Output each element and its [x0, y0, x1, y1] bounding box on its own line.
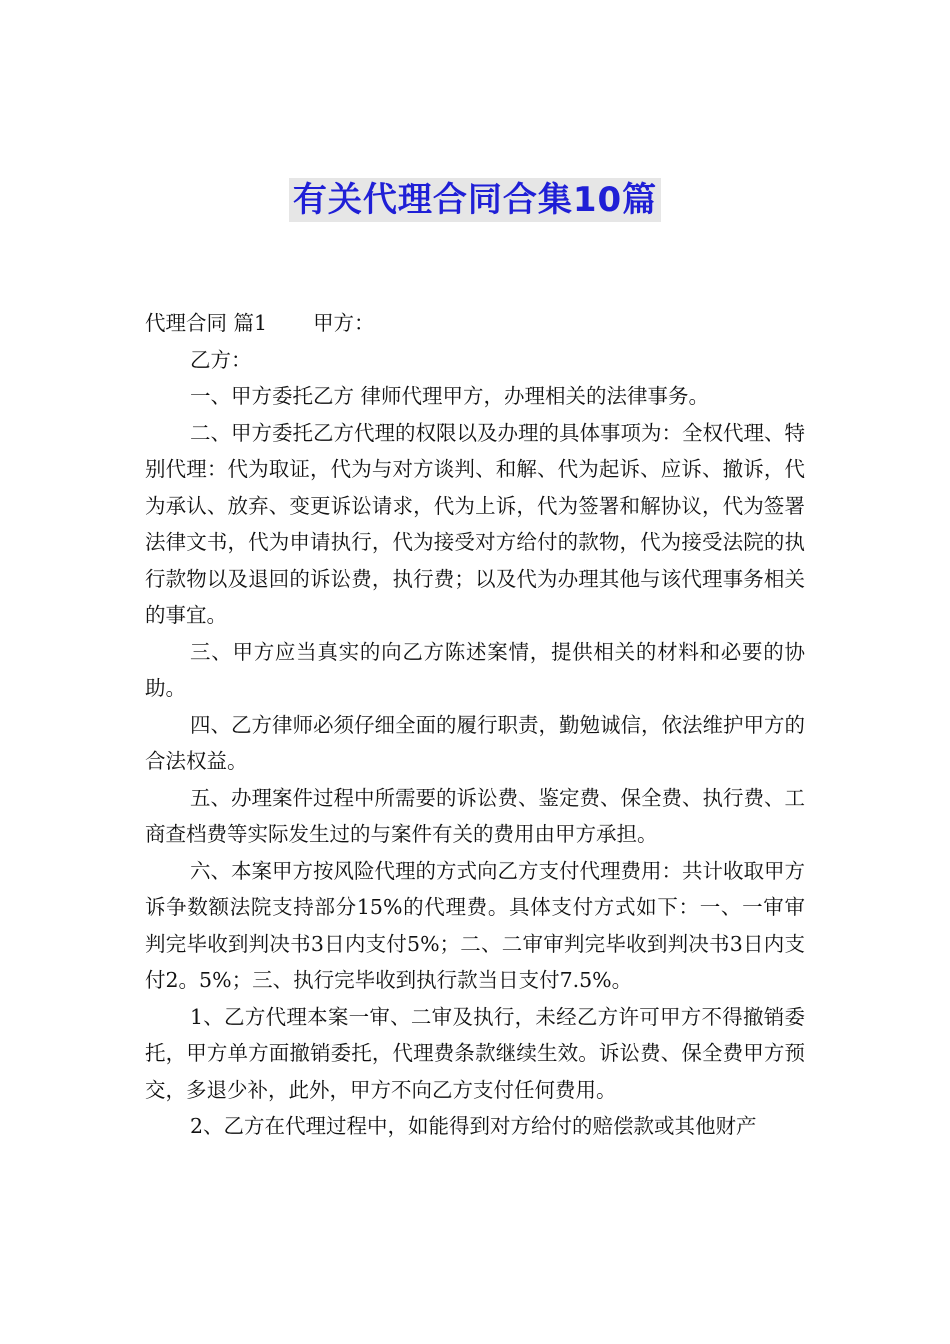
title-container — [0, 178, 950, 222]
paragraph-4: 四、乙方律师必须仔细全面的履行职责，勤勉诚信，依法维护甲方的合法权益。 — [145, 712, 805, 773]
paragraph-8: 2、乙方在代理过程中，如能得到对方给付的赔偿款或其他财产 — [190, 1114, 757, 1138]
paragraph-1: 一、甲方委托乙方 律师代理甲方，办理相关的法律事务。 — [190, 384, 710, 408]
party-a-label: 甲方： — [313, 311, 375, 335]
paragraph-3: 三、甲方应当真实的向乙方陈述案情，提供相关的材料和必要的协助。 — [145, 639, 805, 700]
party-b-label: 乙方： — [190, 347, 252, 372]
paragraph-2: 二、甲方委托乙方代理的权限以及办理的具体事项为：全权代理、特别代理：代为取证，代为与对方谈判、和解、代为起诉、应诉、撤诉，代为承认、放弃、变更诉讼请求，代为上诉，代为签署和解协议，代为签署法律文书，代为申请执行，代为接受对方给付的款物，代为接受法院的执行款物以及退回的诉讼费，执行费；以及代为办理其他与该代理事务相关的事宜。 — [145, 420, 805, 627]
section-heading: 代理合同 篇1 — [145, 311, 268, 335]
document-body — [145, 305, 805, 1145]
paragraph-6: 六、本案甲方按风险代理的方式向乙方支付代理费用：共计收取甲方诉争数额法院支持部分15%的代理费。具体支付方式如下：一、一审审判完毕收到判决书3日内支付5%；二、二审审判完毕收到判决书3日内支付2。5%；三、执行完毕收到执行款当日支付7.5%。 — [145, 858, 805, 992]
paragraph-5: 五、办理案件过程中所需要的诉讼费、鉴定费、保全费、执行费、工商查档费等实际发生过的与案件有关的费用由甲方承担。 — [145, 785, 805, 846]
document-title: 有关代理合同合集10篇 — [289, 178, 661, 222]
paragraph-7: 1、乙方代理本案一审、二审及执行，未经乙方许可甲方不得撤销委托，甲方单方面撤销委托，代理费条款继续生效。诉讼费、保全费甲方预交，多退少补，此外，甲方不向乙方支付任何费用。 — [145, 1004, 805, 1102]
first-line — [145, 305, 805, 342]
